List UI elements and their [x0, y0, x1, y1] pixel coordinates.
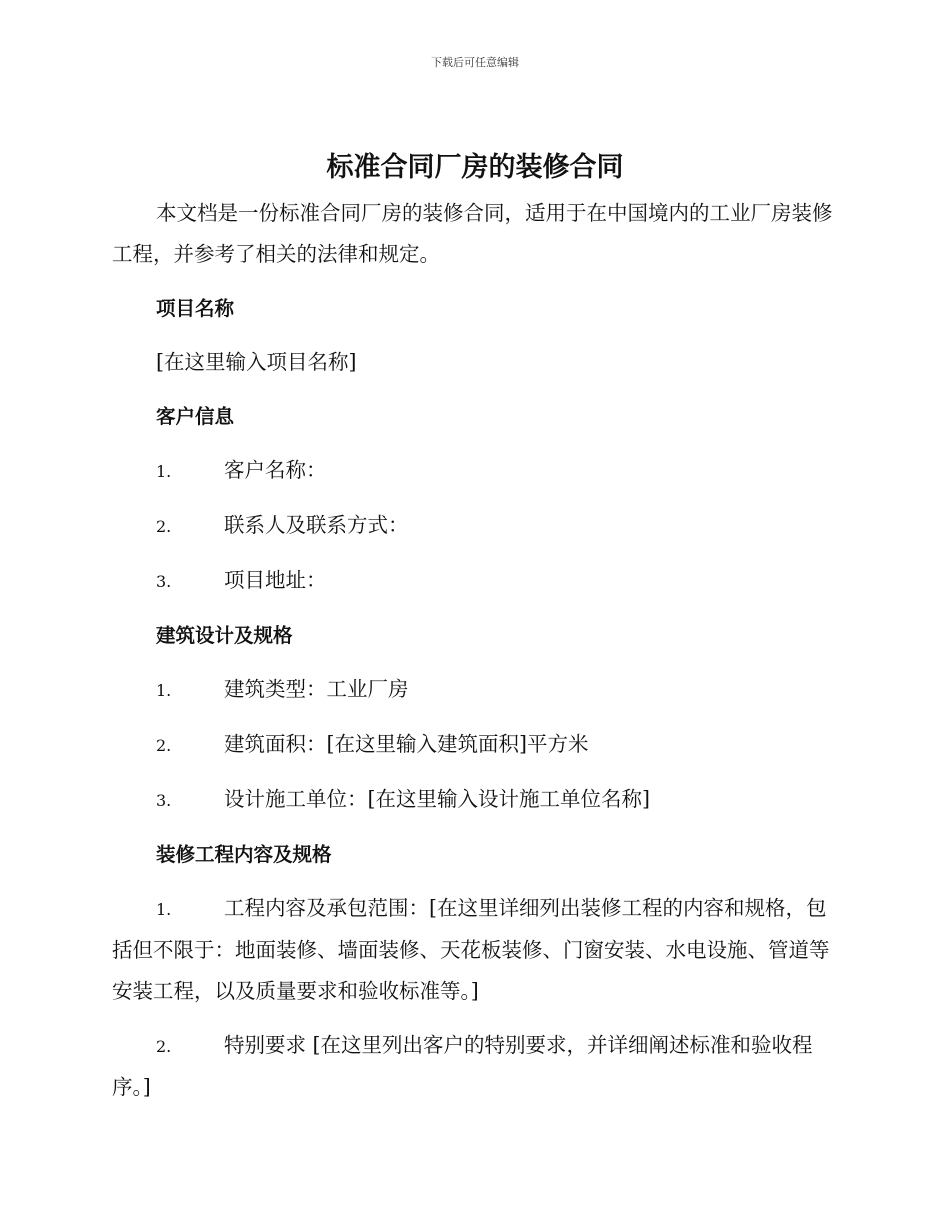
list-item — [112, 560, 834, 602]
list-item-text: 设计施工单位：[在这里输入设计施工单位名称] — [224, 787, 650, 811]
list-item-text: 特别要求 [在这里列出客户的特别要求，并详细阐述标准和验收程序。] — [112, 1033, 813, 1099]
section-heading-building-design: 建筑设计及规格 — [156, 624, 293, 647]
section-heading-project-name: 项目名称 — [156, 297, 235, 320]
list-number: 1. — [156, 462, 172, 481]
section-heading-client-info: 客户信息 — [156, 405, 235, 428]
list-item — [112, 779, 834, 821]
list-item-text: 工程内容及承包范围：[在这里详细列出装修工程的内容和规格，包括但不限于：地面装修、墙面装修、天花板装修、门窗安装、水电设施、管道等安装工程，以及质量要求和验收标准等。] — [112, 896, 830, 1003]
list-item-text: 联系人及联系方式： — [224, 513, 409, 537]
document-body — [112, 193, 834, 1121]
list-item — [112, 450, 834, 492]
project-name-placeholder: [在这里输入项目名称] — [156, 350, 357, 374]
list-item — [112, 724, 834, 766]
list-item-text: 项目地址： — [224, 568, 327, 592]
list-number: 2. — [156, 736, 172, 755]
section-heading-renovation-scope: 装修工程内容及规格 — [156, 843, 332, 866]
list-number: 1. — [156, 900, 172, 919]
page-header-note: 下载后可任意编辑 — [431, 56, 519, 69]
list-item — [112, 505, 834, 547]
list-number: 1. — [156, 681, 172, 700]
intro-paragraph: 本文档是一份标准合同厂房的装修合同，适用于在中国境内的工业厂房装修工程，并参考了相关的法律和规定。 — [112, 201, 833, 266]
list-item — [112, 1025, 834, 1108]
list-number: 2. — [156, 1037, 172, 1056]
list-number: 3. — [156, 572, 172, 591]
list-item-text: 建筑面积：[在这里输入建筑面积]平方米 — [224, 732, 589, 756]
list-item — [112, 888, 834, 1012]
list-item-text: 建筑类型：工业厂房 — [224, 677, 409, 701]
document-title: 标准合同厂房的装修合同 — [326, 152, 624, 183]
list-number: 2. — [156, 517, 172, 536]
list-item-text: 客户名称： — [224, 458, 327, 482]
list-number: 3. — [156, 791, 172, 810]
list-item — [112, 669, 834, 711]
